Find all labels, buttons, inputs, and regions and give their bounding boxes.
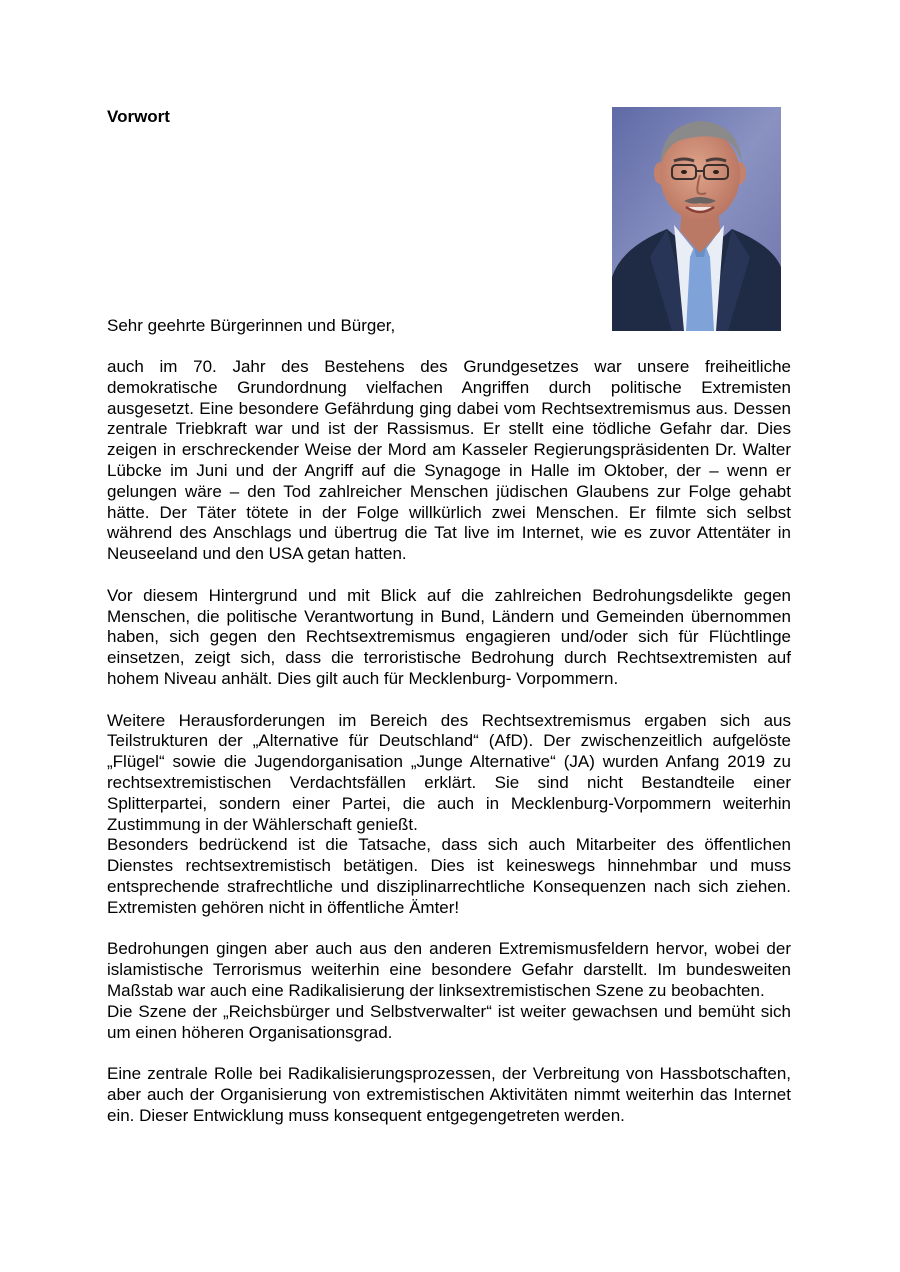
paragraph: Vor diesem Hintergrund und mit Blick auf die zahlreichen Bedrohungsdelikte gegen Menschen, die politische Verantwortung in Bund, Ländern und Gemeinden übernommen haben, sich gegen den Rechtsextremismus engagieren und/oder sich für Flüchtlinge einsetzen, zeigt sich, dass die terroristische Bedrohung durch Rechtsextremisten auf hohem Niveau anhält. Dies gilt auch für Mecklenburg- Vorpommern.: [107, 585, 791, 688]
paragraph: Besonders bedrückend ist die Tatsache, dass sich auch Mitarbeiter des öffentlichen Dienstes rechtsextremistisch betätigen. Dies ist keineswegs hinnehmbar und muss entsprechende strafrechtliche und disziplinarrechtliche Konsequenzen nach sich ziehen. Extremisten gehören nicht in öffentliche Ämter!: [107, 835, 791, 917]
author-portrait-photo: [612, 107, 781, 331]
paragraph: Eine zentrale Rolle bei Radikalisierungsprozessen, der Verbreitung von Hassbotschaften, aber auch der Organisierung von extremistischen Aktivitäten nimmt weiterhin das Internet ein. Dieser Entwicklung muss konsequent entgegengetreten werden.: [107, 1064, 791, 1125]
paragraph: Die Szene der „Reichsbürger und Selbstverwalter“ ist weiter gewachsen und bemüht sich um einen höheren Organisationsgrad.: [107, 1001, 791, 1042]
paragraph: Bedrohungen gingen aber auch aus den anderen Extremismusfeldern hervor, wobei der islamistische Terrorismus weiterhin eine besondere Gefahr darstellt. Im bundesweiten Maßstab war auch eine Radikalisierung der linksextremistischen Szene zu beobachten.: [107, 939, 791, 1000]
body-text: [107, 357, 791, 1126]
page-title: Vorwort: [107, 107, 170, 126]
paragraph: Weitere Herausforderungen im Bereich des Rechtsextremismus ergaben sich aus Teilstrukturen der „Alternative für Deutschland“ (AfD). Der zwischenzeitlich aufgelöste „Flügel“ sowie die Jugendorganisation „Junge Alternative“ (JA) wurden Anfang 2019 zu rechtsextremistischen Verdachtsfällen erklärt. Sie sind nicht Bestandteile einer Splitterpartei, sondern einer Partei, die auch in Mecklenburg-Vorpommern weiterhin Zustimmung in der Wählerschaft genießt.: [107, 710, 791, 834]
paragraph: auch im 70. Jahr des Bestehens des Grundgesetzes war unsere freiheitliche demokratische Grundordnung vielfachen Angriffen durch politische Extremisten ausgesetzt. Eine besondere Gefährdung ging dabei vom Rechtsextremismus aus. Dessen zentrale Triebkraft war und ist der Rassismus. Er stellt eine tödliche Gefahr dar. Dies zeigen in erschreckender Weise der Mord am Kasseler Regierungspräsidenten Dr. Walter Lübcke im Juni und der Angriff auf die Synagoge in Halle im Oktober, der – wenn er gelungen wäre – den Tod zahlreicher Menschen jüdischen Glaubens zur Folge gehabt hätte. Der Täter tötete in der Folge willkürlich zwei Menschen. Er filmte sich selbst während des Anschlags und übertrug die Tat live im Internet, wie es zuvor Attentäter in Neuseeland und den USA getan hatten.: [107, 357, 791, 564]
salutation: Sehr geehrte Bürgerinnen und Bürger,: [107, 316, 396, 335]
